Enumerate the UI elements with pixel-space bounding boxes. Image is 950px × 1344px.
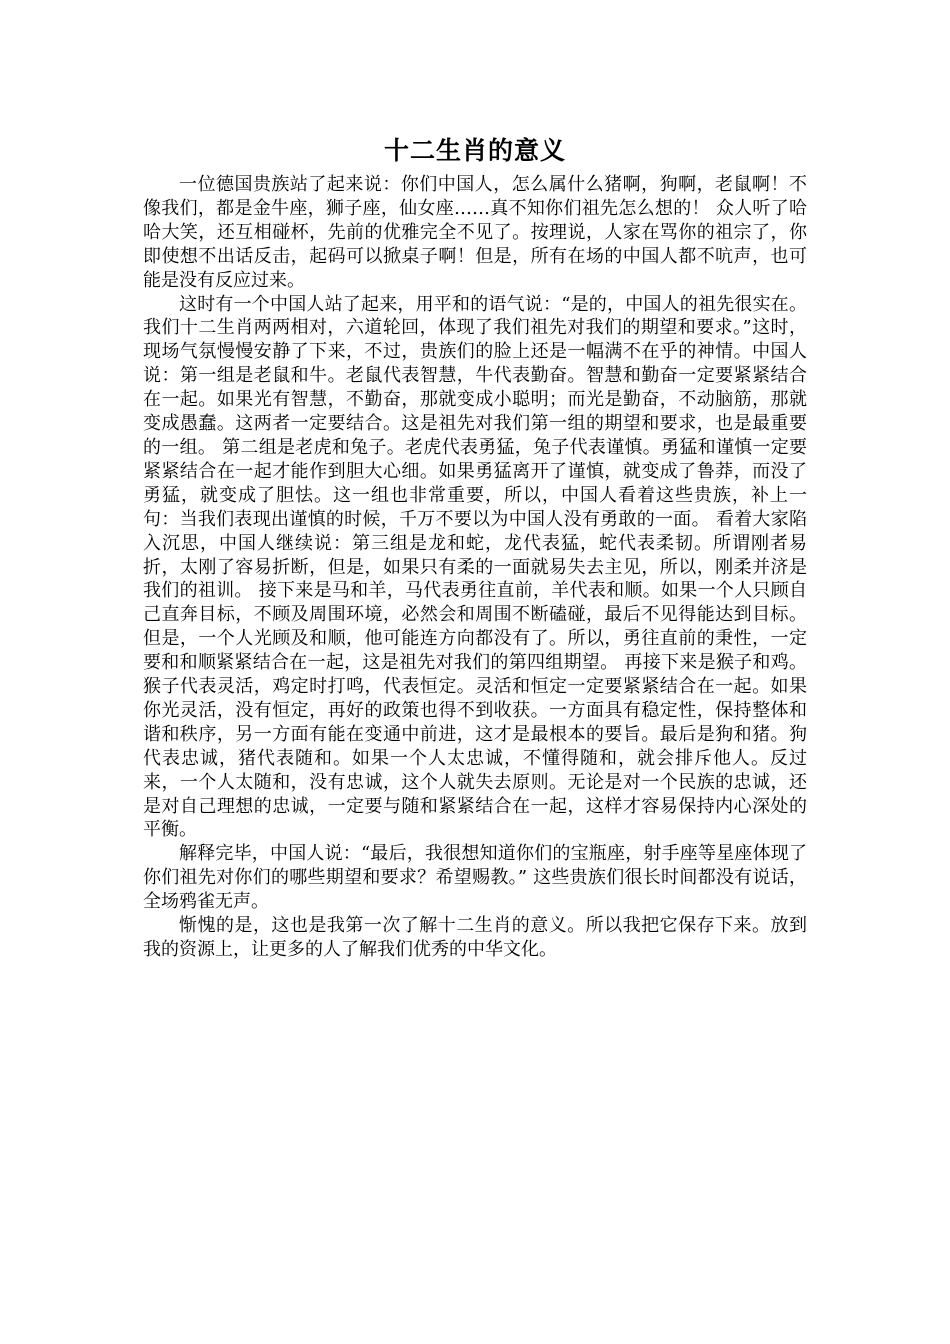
document-body — [143, 133, 807, 962]
paragraph-intro: 一位德国贵族站了起来说：你们中国人，怎么属什么猪啊，狗啊，老鼠啊！不像我们，都是金牛座，狮子座，仙女座……真不知你们祖先怎么想的！ 众人听了哈哈大笑，还互相碰杯，先前的优雅完全不见了。按理说，人家在骂你的祖宗了，你即使想不出话反击，起码可以掀桌子啊！但是，所有在场的中国人都不吭声，也可能是没有反应过来。 — [143, 174, 807, 291]
paragraph-closing-note: 惭愧的是，这也是我第一次了解十二生肖的意义。所以我把它保存下来。放到我的资源上，让更多的人了解我们优秀的中华文化。 — [143, 915, 807, 960]
paragraph-explanation: 这时有一个中国人站了起来，用平和的语气说：“是的，中国人的祖先很实在。我们十二生肖两两相对，六道轮回，体现了我们祖先对我们的期望和要求。”这时，现场气氛慢慢安静了下来，不过，贵族们的脸上还是一幅满不在乎的神情。中国人说：第一组是老鼠和牛。老鼠代表智慧，牛代表勤奋。智慧和勤奋一定要紧紧结合在一起。如果光有智慧，不勤奋，那就变成小聪明；而光是勤奋，不动脑筋，那就变成愚蠢。这两者一定要结合。这是祖先对我们第一组的期望和要求，也是最重要的一组。 第二组是老虎和兔子。老虎代表勇猛，兔子代表谨慎。勇猛和谨慎一定要紧紧结合在一起才能作到胆大心细。如果勇猛离开了谨慎，就变成了鲁莽，而没了勇猛，就变成了胆怯。这一组也非常重要，所以，中国人看着这些贵族，补上一句：当我们表现出谨慎的时候，千万不要以为中国人没有勇敢的一面。 看着大家陷入沉思，中国人继续说：第三组是龙和蛇，龙代表猛，蛇代表柔韧。所谓刚者易折，太刚了容易折断，但是，如果只有柔的一面就易失去主见，所以，刚柔并济是我们的祖训。 接下来是马和羊，马代表勇往直前，羊代表和顺。如果一个人只顾自己直奔目标，不顾及周围环境，必然会和周围不断磕碰，最后不见得能达到目标。但是，一个人光顾及和顺，他可能连方向都没有了。所以，勇往直前的秉性，一定要和和顺紧紧结合在一起，这是祖先对我们的第四组期望。 再接下来是猴子和鸡。猴子代表灵活，鸡定时打鸣，代表恒定。灵活和恒定一定要紧紧结合在一起。如果你光灵活，没有恒定，再好的政策也得不到收获。一方面具有稳定性，保持整体和谐和秩序，另一方面有能在变通中前进，这才是最根本的要旨。最后是狗和猪。狗代表忠诚，猪代表随和。如果一个人太忠诚，不懂得随和，就会排斥他人。反过来，一个人太随和，没有忠诚，这个人就失去原则。无论是对一个民族的忠诚，还是对自己理想的忠诚，一定要与随和紧紧结合在一起，这样才容易保持内心深处的平衡。 — [143, 293, 807, 841]
page-title: 十二生肖的意义 — [383, 136, 566, 165]
paragraph-conclusion: 解释完毕，中国人说：“最后，我很想知道你们的宝瓶座，射手座等星座体现了你们祖先对你们的哪些期望和要求？希望赐教。” 这些贵族们很长时间都没有说话，全场鸦雀无声。 — [143, 843, 807, 913]
